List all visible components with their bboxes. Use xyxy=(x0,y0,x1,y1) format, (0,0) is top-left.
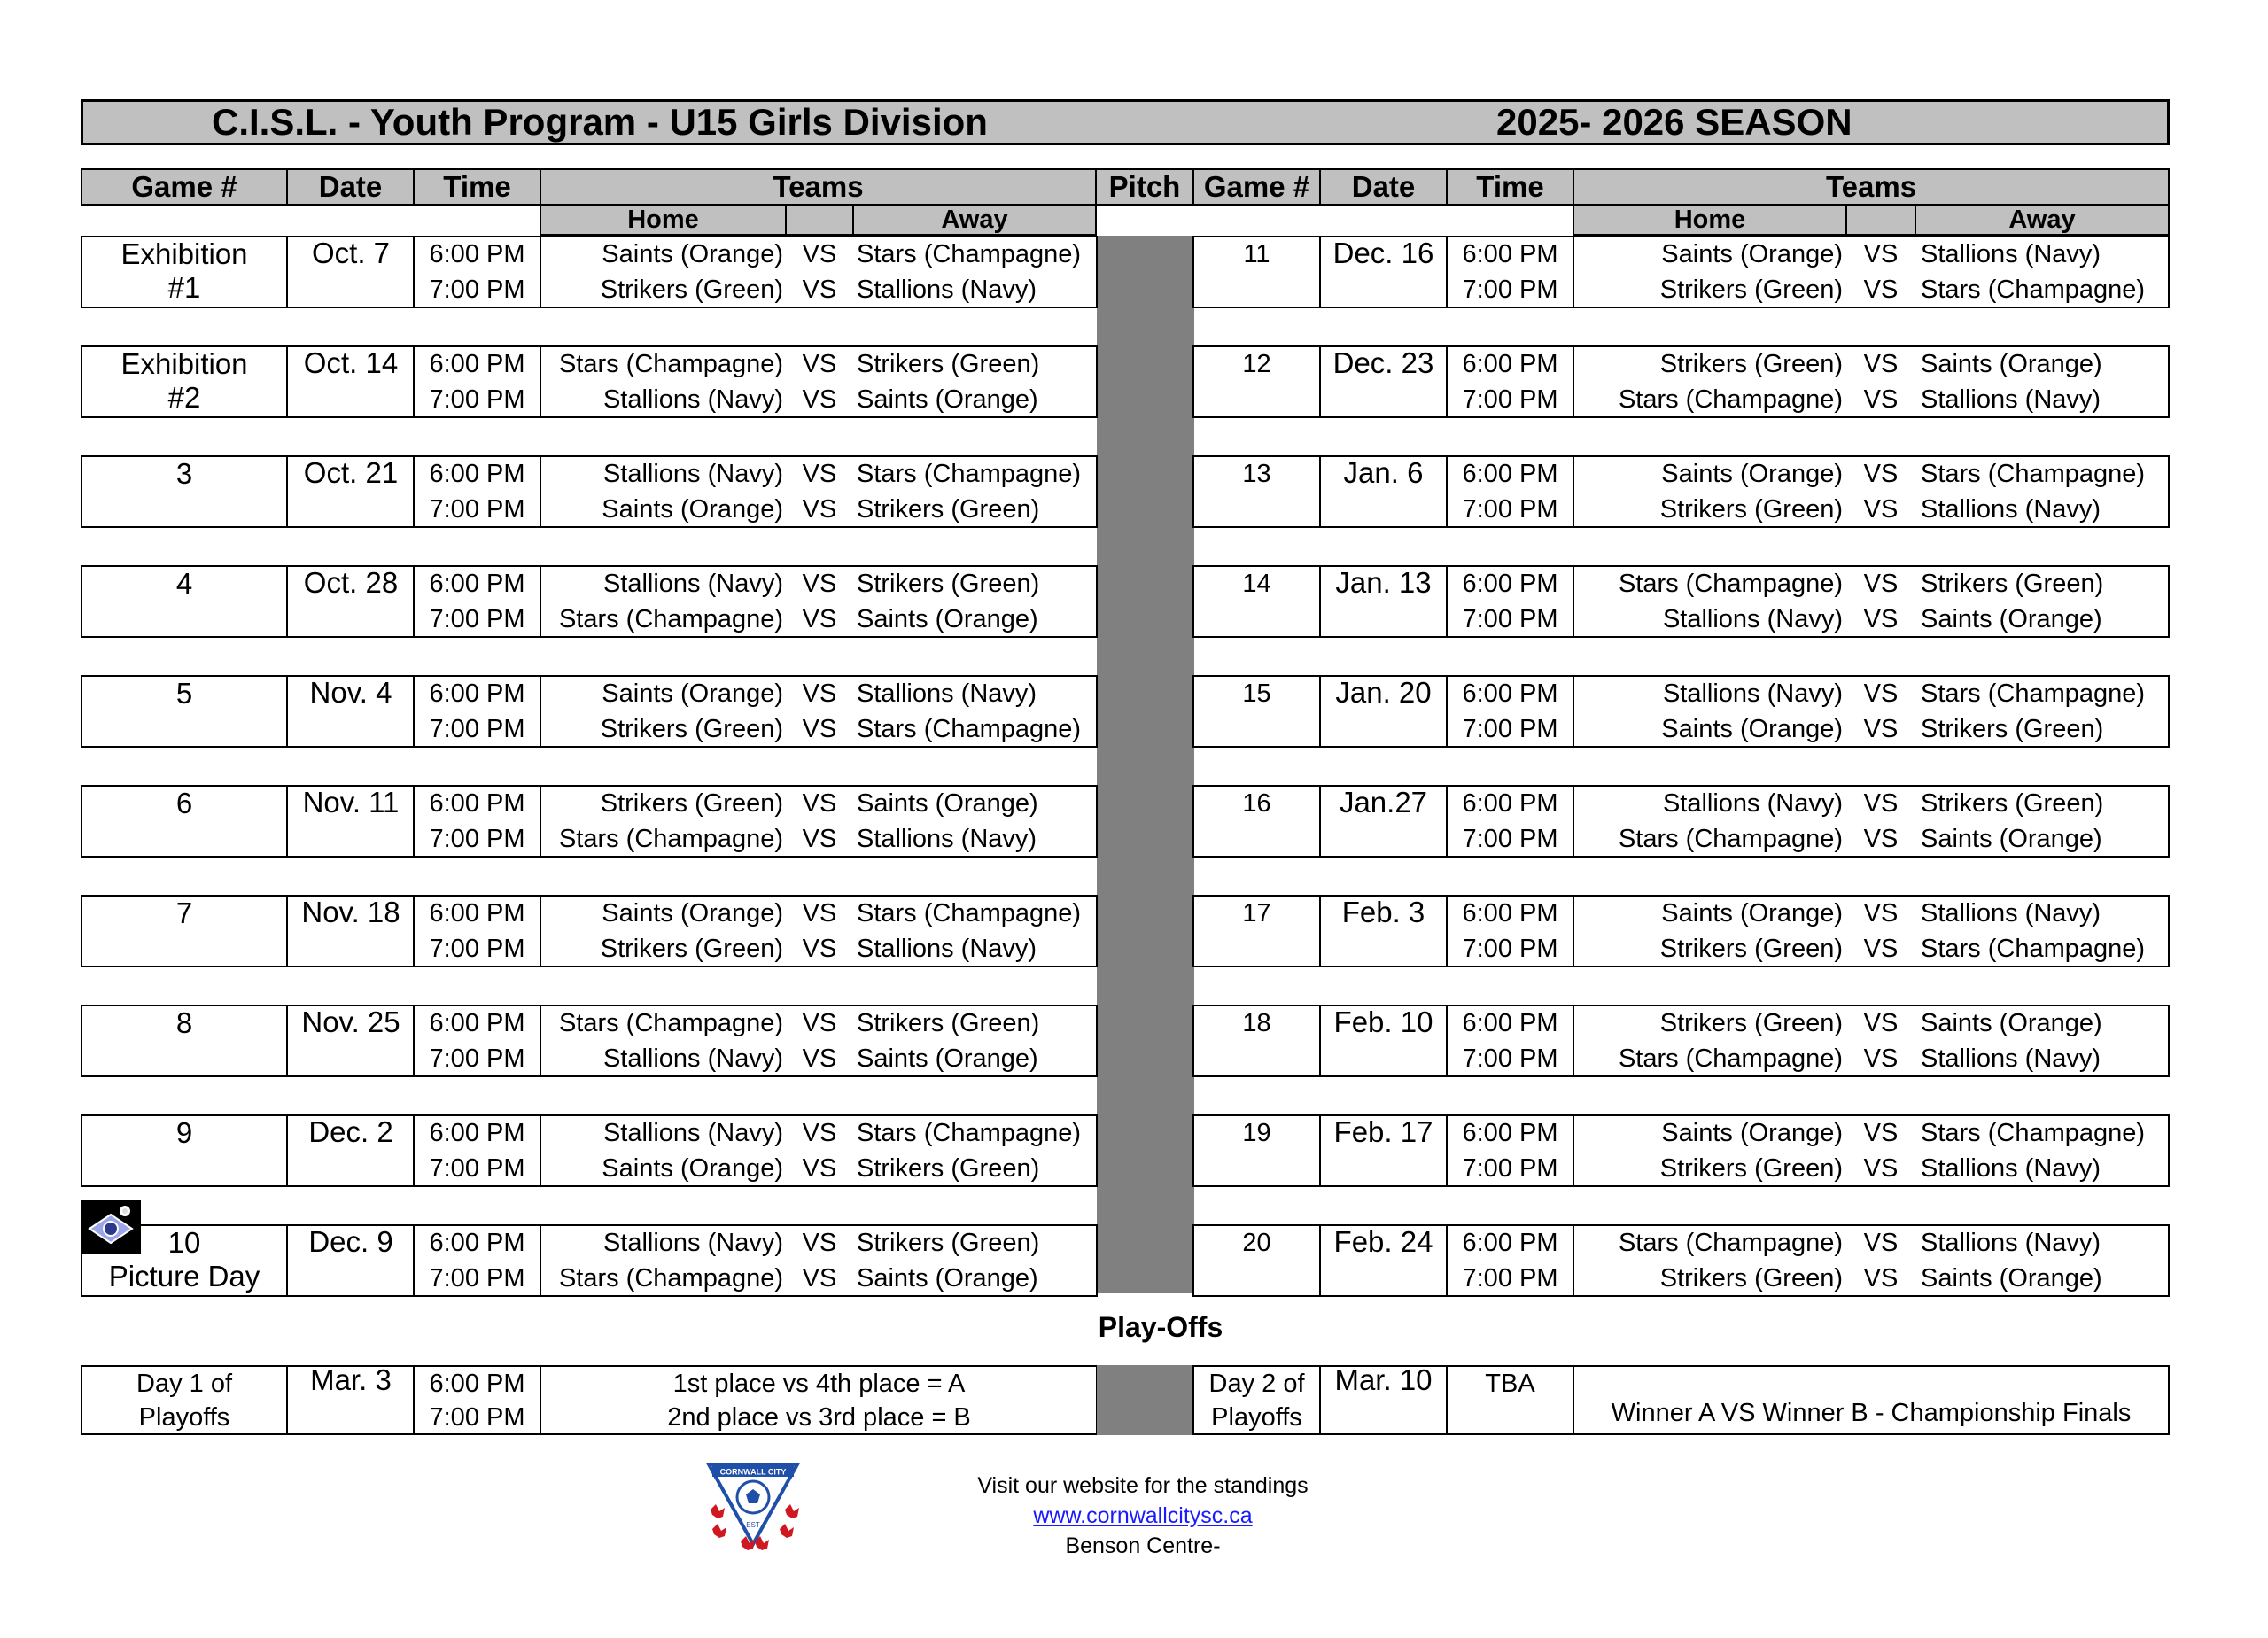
away-team: Stallions (Navy) xyxy=(857,276,1037,304)
home-team: Strikers (Green) xyxy=(1659,1009,1843,1037)
home-team: Stars (Champagne) xyxy=(1618,1229,1843,1257)
match-time: 7:00 PM xyxy=(429,715,525,743)
home-team: Strikers (Green) xyxy=(1659,495,1843,524)
vs-label: VS xyxy=(802,679,837,708)
away-team: Saints (Orange) xyxy=(857,1044,1038,1073)
home-team: Strikers (Green) xyxy=(600,715,783,743)
header-away-left: Away xyxy=(852,204,1097,236)
divider xyxy=(286,455,288,528)
match-time: 7:00 PM xyxy=(1462,715,1558,743)
home-team: Stallions (Navy) xyxy=(1662,789,1843,818)
away-team: Strikers (Green) xyxy=(857,570,1040,598)
match-time: 7:00 PM xyxy=(429,1154,525,1183)
game-date: Feb. 10 xyxy=(1333,1005,1433,1038)
game-date: Feb. 3 xyxy=(1341,896,1425,928)
match-time: 6:00 PM xyxy=(1462,679,1558,708)
vs-label: VS xyxy=(1863,605,1899,633)
header-home-right: Home xyxy=(1573,204,1847,236)
away-team: Stars (Champagne) xyxy=(857,460,1082,488)
away-team: Strikers (Green) xyxy=(1921,570,2104,598)
vs-label: VS xyxy=(1863,1229,1899,1257)
away-team: Saints (Orange) xyxy=(857,605,1038,633)
game-number: 10 xyxy=(167,1226,201,1259)
home-team: Stars (Champagne) xyxy=(1618,1044,1843,1073)
away-team: Strikers (Green) xyxy=(857,1154,1040,1183)
vs-label: VS xyxy=(1863,789,1899,818)
game-number: 19 xyxy=(1242,1119,1271,1147)
away-team: Stars (Champagne) xyxy=(1921,276,2146,304)
home-team: Stallions (Navy) xyxy=(602,1044,783,1073)
divider xyxy=(286,785,288,858)
playoffs-right-time: TBA xyxy=(1485,1370,1535,1398)
playoffs-left-game2: Playoffs xyxy=(138,1403,230,1432)
away-team: Saints (Orange) xyxy=(1921,1264,2102,1293)
game-date: Oct. 21 xyxy=(303,456,399,489)
game-number: 7 xyxy=(175,897,193,929)
away-team: Strikers (Green) xyxy=(857,495,1040,524)
match-time: 7:00 PM xyxy=(1462,605,1558,633)
vs-label: VS xyxy=(1863,899,1899,928)
home-team: Saints (Orange) xyxy=(1661,240,1843,268)
away-team: Stars (Champagne) xyxy=(1921,679,2146,708)
away-team: Stallions (Navy) xyxy=(1921,240,2101,268)
playoffs-pitch-bar xyxy=(1097,1365,1194,1435)
playoffs-title: Play-Offs xyxy=(1098,1311,1223,1343)
game-date: Oct. 7 xyxy=(311,237,391,269)
game-number: 9 xyxy=(175,1116,193,1149)
away-team: Stars (Champagne) xyxy=(1921,935,2146,963)
home-team: Saints (Orange) xyxy=(1661,460,1843,488)
playoffs-match2: 2nd place vs 3rd place = B xyxy=(667,1403,971,1432)
away-team: Stallions (Navy) xyxy=(1921,1229,2101,1257)
logo-text-top: CORNWALL CITY xyxy=(719,1467,787,1477)
page-title: C.I.S.L. - Youth Program - U15 Girls Division xyxy=(212,101,988,143)
away-team: Stallions (Navy) xyxy=(857,825,1037,853)
game-number: Exhibition xyxy=(120,347,248,380)
match-time: 7:00 PM xyxy=(1462,1264,1558,1293)
match-time: 6:00 PM xyxy=(1462,240,1558,268)
match-time: 6:00 PM xyxy=(1462,789,1558,818)
game-number: 15 xyxy=(1242,679,1271,708)
website-link[interactable]: www.cornwallcitysc.ca xyxy=(1033,1503,1253,1528)
match-time: 6:00 PM xyxy=(429,460,525,488)
pitch-bar xyxy=(1097,236,1194,1293)
divider xyxy=(286,675,288,748)
vs-label: VS xyxy=(802,1009,837,1037)
game-number: 17 xyxy=(1242,899,1271,928)
vs-label: VS xyxy=(1863,240,1899,268)
match-time: 6:00 PM xyxy=(1462,350,1558,378)
away-team: Strikers (Green) xyxy=(857,1009,1040,1037)
home-team: Strikers (Green) xyxy=(1659,1264,1843,1293)
away-team: Saints (Orange) xyxy=(1921,350,2102,378)
match-time: 6:00 PM xyxy=(429,570,525,598)
match-time: 7:00 PM xyxy=(429,1044,525,1073)
vs-label: VS xyxy=(1863,385,1899,414)
home-team: Saints (Orange) xyxy=(1661,715,1843,743)
club-logo xyxy=(700,1460,806,1557)
vs-label: VS xyxy=(802,350,837,378)
match-time: 6:00 PM xyxy=(429,1229,525,1257)
header-away-right: Away xyxy=(1915,204,2170,236)
vs-label: VS xyxy=(1863,825,1899,853)
away-team: Stars (Champagne) xyxy=(857,1119,1082,1147)
vs-label: VS xyxy=(802,899,837,928)
vs-label: VS xyxy=(1863,1119,1899,1147)
title-bar xyxy=(81,99,2170,145)
match-time: 7:00 PM xyxy=(429,385,525,414)
header-date-left: Date xyxy=(286,168,415,206)
footer-standings-text: Visit our website for the standings xyxy=(977,1473,1309,1498)
game-number: 11 xyxy=(1243,240,1270,268)
vs-label: VS xyxy=(802,385,837,414)
game-number: 13 xyxy=(1242,460,1271,488)
away-team: Strikers (Green) xyxy=(857,1229,1040,1257)
header-game-right: Game # xyxy=(1192,168,1321,206)
match-time: 6:00 PM xyxy=(1462,460,1558,488)
away-team: Stars (Champagne) xyxy=(857,715,1082,743)
game-date: Dec. 9 xyxy=(308,1225,393,1258)
season-label: 2025- 2026 SEASON xyxy=(1496,101,1852,143)
game-number: 3 xyxy=(175,457,193,490)
vs-label: VS xyxy=(1863,1154,1899,1183)
vs-label: VS xyxy=(1863,1044,1899,1073)
away-team: Strikers (Green) xyxy=(1921,789,2104,818)
game-date: Oct. 14 xyxy=(303,346,399,379)
match-time: 6:00 PM xyxy=(429,1119,525,1147)
home-team: Saints (Orange) xyxy=(602,495,783,524)
match-time: 7:00 PM xyxy=(1462,825,1558,853)
divider xyxy=(286,895,288,967)
home-team: Saints (Orange) xyxy=(602,899,783,928)
match-time: 7:00 PM xyxy=(429,825,525,853)
match-time: 6:00 PM xyxy=(1462,1119,1558,1147)
game-date: Jan. 13 xyxy=(1335,566,1432,599)
away-team: Stars (Champagne) xyxy=(857,899,1082,928)
away-team: Stallions (Navy) xyxy=(857,679,1037,708)
match-time: 6:00 PM xyxy=(1462,899,1558,928)
home-team: Stallions (Navy) xyxy=(1662,679,1843,708)
header-time-left: Time xyxy=(413,168,541,206)
match-time: 7:00 PM xyxy=(1462,935,1558,963)
home-team: Saints (Orange) xyxy=(1661,899,1843,928)
match-time: 7:00 PM xyxy=(1462,276,1558,304)
game-number: 20 xyxy=(1242,1229,1271,1257)
match-time: 6:00 PM xyxy=(429,899,525,928)
game-number: 14 xyxy=(1242,570,1271,598)
game-date: Nov. 25 xyxy=(301,1005,400,1038)
match-time: 6:00 PM xyxy=(1462,570,1558,598)
home-team: Stallions (Navy) xyxy=(602,570,783,598)
home-team: Stallions (Navy) xyxy=(602,1119,783,1147)
match-time: 7:00 PM xyxy=(1462,495,1558,524)
away-team: Saints (Orange) xyxy=(857,385,1038,414)
home-team: Strikers (Green) xyxy=(1659,276,1843,304)
playoffs-left-date: Mar. 3 xyxy=(310,1363,392,1396)
game-date: Jan. 6 xyxy=(1343,456,1424,489)
header-teams-left: Teams xyxy=(540,168,1097,206)
vs-label: VS xyxy=(802,276,837,304)
away-team: Stars (Champagne) xyxy=(1921,1119,2146,1147)
vs-label: VS xyxy=(802,605,837,633)
playoffs-left-game: Day 1 of xyxy=(136,1370,232,1398)
match-time: 7:00 PM xyxy=(429,935,525,963)
home-team: Strikers (Green) xyxy=(1659,350,1843,378)
game-date: Dec. 16 xyxy=(1332,237,1434,269)
away-team: Strikers (Green) xyxy=(1921,715,2104,743)
header-pitch: Pitch xyxy=(1095,168,1194,206)
header-vs-right xyxy=(1845,204,1916,236)
camera-icon xyxy=(81,1200,141,1254)
logo-text-bottom: EST xyxy=(746,1521,760,1529)
header-date-right: Date xyxy=(1319,168,1448,206)
playoffs-right-date: Mar. 10 xyxy=(1334,1363,1433,1396)
vs-label: VS xyxy=(1863,679,1899,708)
home-team: Stallions (Navy) xyxy=(602,1229,783,1257)
vs-label: VS xyxy=(802,460,837,488)
match-time: 7:00 PM xyxy=(429,495,525,524)
away-team: Stars (Champagne) xyxy=(1921,460,2146,488)
vs-label: VS xyxy=(802,1044,837,1073)
home-team: Saints (Orange) xyxy=(1661,1119,1843,1147)
home-team: Stallions (Navy) xyxy=(602,385,783,414)
match-time: 7:00 PM xyxy=(429,1264,525,1293)
game-number: 18 xyxy=(1242,1009,1271,1037)
home-team: Stallions (Navy) xyxy=(602,460,783,488)
home-team: Strikers (Green) xyxy=(600,789,783,818)
vs-label: VS xyxy=(1863,1009,1899,1037)
vs-label: VS xyxy=(1863,276,1899,304)
vs-label: VS xyxy=(802,715,837,743)
header-time-right: Time xyxy=(1446,168,1574,206)
footer-website-link[interactable] xyxy=(877,1503,1409,1529)
divider xyxy=(286,1114,288,1187)
home-team: Stars (Champagne) xyxy=(558,350,783,378)
home-team: Stars (Champagne) xyxy=(1618,570,1843,598)
away-team: Saints (Orange) xyxy=(1921,825,2102,853)
game-number-line2: Picture Day xyxy=(108,1260,260,1293)
playoffs-left-time2: 7:00 PM xyxy=(429,1403,525,1432)
game-number: 8 xyxy=(175,1006,193,1039)
game-number: 4 xyxy=(175,567,193,600)
away-team: Strikers (Green) xyxy=(857,350,1040,378)
game-number: 6 xyxy=(175,787,193,819)
match-time: 6:00 PM xyxy=(429,1009,525,1037)
vs-label: VS xyxy=(802,1264,837,1293)
home-team: Saints (Orange) xyxy=(602,679,783,708)
footer-venue: Benson Centre- xyxy=(1065,1533,1221,1558)
vs-label: VS xyxy=(1863,350,1899,378)
home-team: Stars (Champagne) xyxy=(558,1009,783,1037)
vs-label: VS xyxy=(802,240,837,268)
vs-label: VS xyxy=(1863,495,1899,524)
vs-label: VS xyxy=(802,1229,837,1257)
home-team: Saints (Orange) xyxy=(602,240,783,268)
match-time: 6:00 PM xyxy=(1462,1009,1558,1037)
home-team: Stars (Champagne) xyxy=(1618,825,1843,853)
vs-label: VS xyxy=(802,1119,837,1147)
match-time: 7:00 PM xyxy=(1462,1044,1558,1073)
vs-label: VS xyxy=(1863,1264,1899,1293)
divider xyxy=(286,236,288,308)
away-team: Saints (Orange) xyxy=(857,1264,1038,1293)
game-number-line2: #2 xyxy=(167,381,201,414)
vs-label: VS xyxy=(802,789,837,818)
playoffs-right-game: Day 2 of xyxy=(1208,1370,1305,1398)
match-time: 6:00 PM xyxy=(429,240,525,268)
divider xyxy=(286,565,288,638)
playoffs-final-match: Winner A VS Winner B - Championship Finals xyxy=(1611,1399,2132,1427)
vs-label: VS xyxy=(802,825,837,853)
playoffs-right-game2: Playoffs xyxy=(1211,1403,1302,1432)
home-team: Stallions (Navy) xyxy=(1662,605,1843,633)
home-team: Strikers (Green) xyxy=(1659,1154,1843,1183)
home-team: Stars (Champagne) xyxy=(558,1264,783,1293)
away-team: Stars (Champagne) xyxy=(857,240,1082,268)
away-team: Stallions (Navy) xyxy=(1921,899,2101,928)
game-number: 16 xyxy=(1242,789,1271,818)
game-date: Feb. 24 xyxy=(1333,1225,1433,1258)
game-number: 5 xyxy=(175,677,193,710)
header-vs-left xyxy=(785,204,854,236)
game-date: Dec. 23 xyxy=(1332,346,1434,379)
vs-label: VS xyxy=(802,495,837,524)
playoffs-match1: 1st place vs 4th place = A xyxy=(672,1370,966,1398)
header-game-left: Game # xyxy=(81,168,288,206)
match-time: 7:00 PM xyxy=(429,605,525,633)
game-date: Jan.27 xyxy=(1339,786,1428,819)
game-date: Nov. 4 xyxy=(309,676,392,709)
away-team: Stallions (Navy) xyxy=(1921,385,2101,414)
home-team: Stars (Champagne) xyxy=(558,825,783,853)
away-team: Stallions (Navy) xyxy=(1921,495,2101,524)
match-time: 6:00 PM xyxy=(1462,1229,1558,1257)
divider xyxy=(286,1005,288,1077)
vs-label: VS xyxy=(1863,715,1899,743)
away-team: Stallions (Navy) xyxy=(1921,1044,2101,1073)
home-team: Strikers (Green) xyxy=(1659,935,1843,963)
vs-label: VS xyxy=(1863,460,1899,488)
game-number-line2: #1 xyxy=(167,271,201,304)
game-date: Nov. 11 xyxy=(302,786,400,819)
divider xyxy=(286,345,288,418)
vs-label: VS xyxy=(802,570,837,598)
match-time: 7:00 PM xyxy=(1462,385,1558,414)
home-team: Saints (Orange) xyxy=(602,1154,783,1183)
playoffs-left-time1: 6:00 PM xyxy=(429,1370,525,1398)
vs-label: VS xyxy=(1863,935,1899,963)
game-date: Oct. 28 xyxy=(303,566,399,599)
match-time: 6:00 PM xyxy=(429,350,525,378)
vs-label: VS xyxy=(802,935,837,963)
home-team: Stars (Champagne) xyxy=(1618,385,1843,414)
vs-label: VS xyxy=(802,1154,837,1183)
away-team: Saints (Orange) xyxy=(1921,1009,2102,1037)
game-date: Jan. 20 xyxy=(1335,676,1432,709)
divider xyxy=(286,1365,288,1435)
home-team: Strikers (Green) xyxy=(600,935,783,963)
game-date: Dec. 2 xyxy=(308,1115,393,1148)
game-date: Feb. 17 xyxy=(1333,1115,1433,1148)
home-team: Strikers (Green) xyxy=(600,276,783,304)
game-number: 12 xyxy=(1242,350,1271,378)
header-teams-right: Teams xyxy=(1573,168,2170,206)
divider xyxy=(286,1224,288,1297)
match-time: 6:00 PM xyxy=(429,679,525,708)
away-team: Saints (Orange) xyxy=(857,789,1038,818)
match-time: 7:00 PM xyxy=(1462,1154,1558,1183)
game-date: Nov. 18 xyxy=(301,896,400,928)
home-team: Stars (Champagne) xyxy=(558,605,783,633)
match-time: 7:00 PM xyxy=(429,276,525,304)
away-team: Saints (Orange) xyxy=(1921,605,2102,633)
vs-label: VS xyxy=(1863,570,1899,598)
game-number: Exhibition xyxy=(120,237,248,270)
away-team: Stallions (Navy) xyxy=(857,935,1037,963)
away-team: Stallions (Navy) xyxy=(1921,1154,2101,1183)
match-time: 6:00 PM xyxy=(429,789,525,818)
header-home-left: Home xyxy=(540,204,787,236)
